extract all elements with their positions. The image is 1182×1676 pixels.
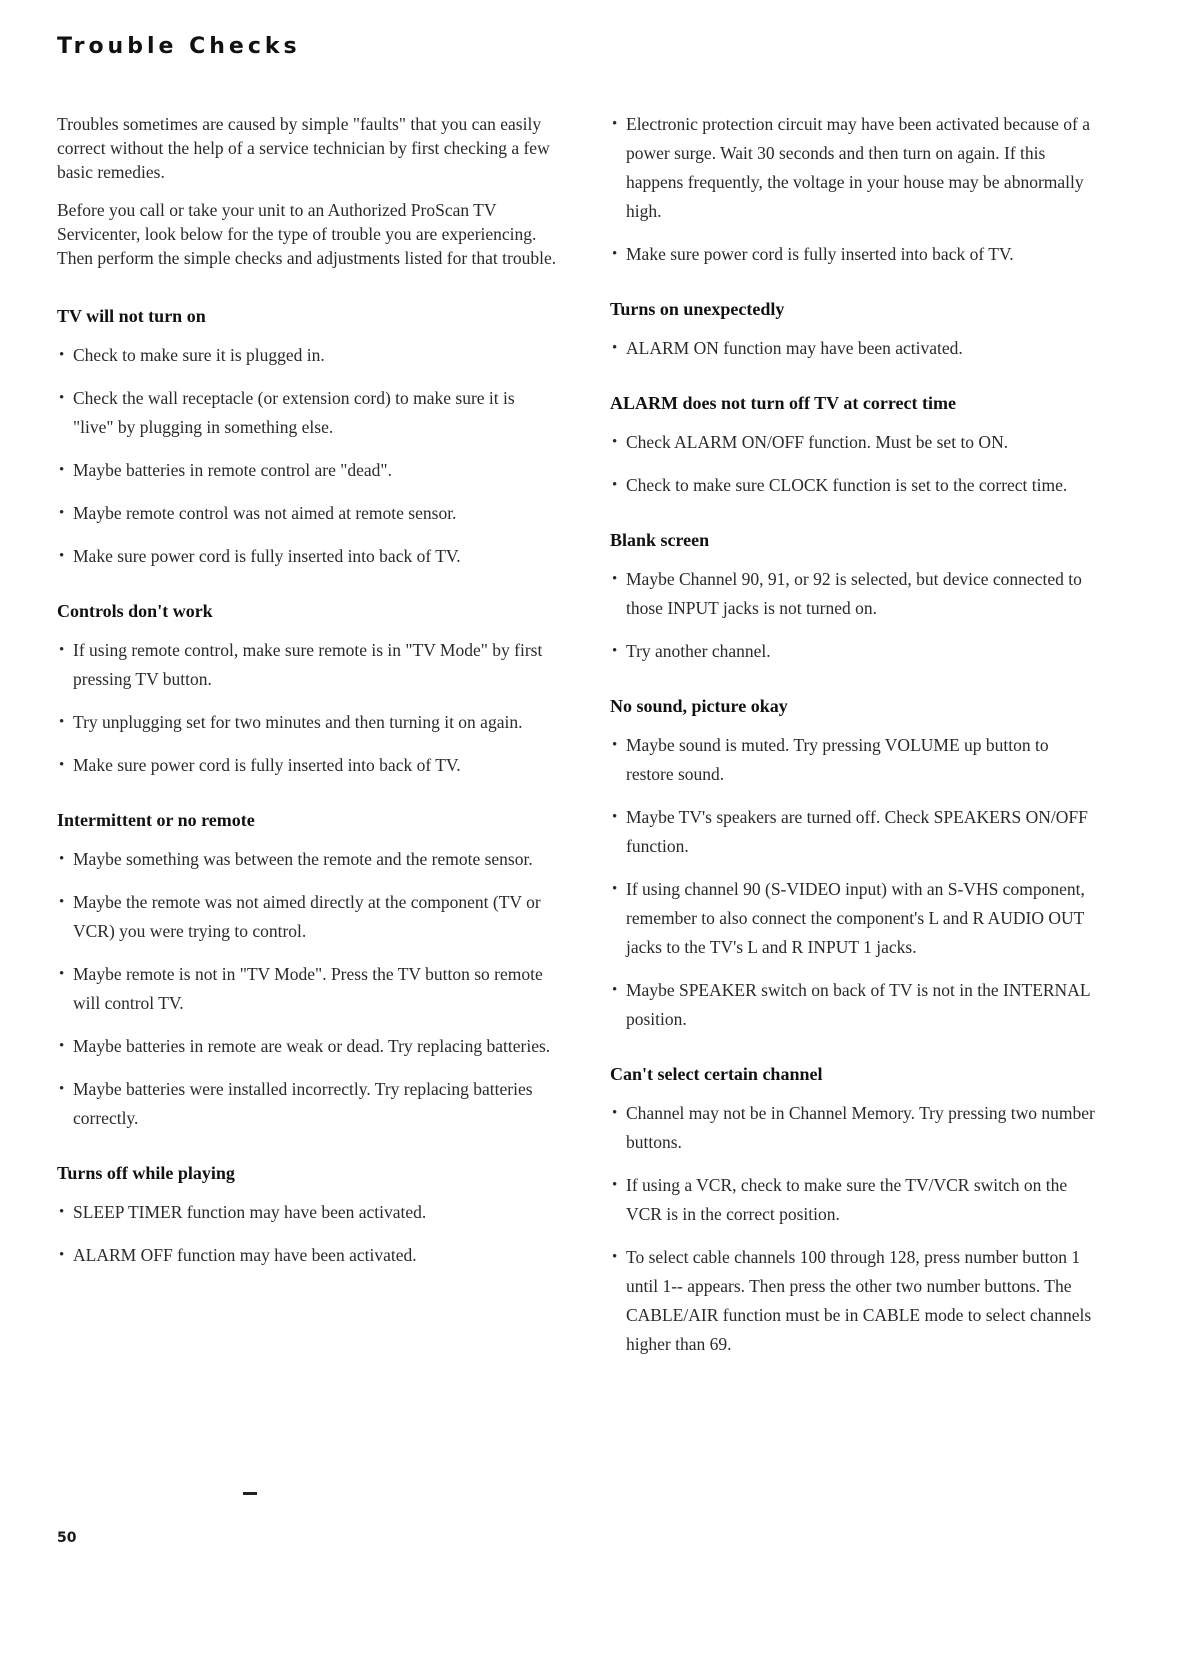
list-item: • Check to make sure CLOCK function is set to the correct time. [610,471,1100,500]
list-item: • Maybe batteries in remote are weak or dead. Try replacing batteries. [57,1032,557,1061]
section-turns-off-while-playing [57,1163,557,1270]
section-heading: No sound, picture okay [610,696,788,716]
section-heading: Turns on unexpectedly [610,299,785,319]
list-item: • Check the wall receptacle (or extension cord) to make sure it is "live" by plugging in something else. [57,384,557,442]
section-cant-select-certain-channel [610,1064,1100,1359]
section-turns-on-unexpectedly [610,299,1100,363]
page-number: 50 [57,1530,77,1546]
list-item: • Try another channel. [610,637,1100,666]
section-blank-screen [610,530,1100,666]
left-column [57,112,557,1284]
list-item: • Make sure power cord is fully inserted into back of TV. [57,751,557,780]
intro-paragraph: Troubles sometimes are caused by simple "faults" that you can easily correct without the help of a service technician by first checking a few basic remedies. [57,114,550,182]
intro-paragraph: Before you call or take your unit to an Authorized ProScan TV Servicenter, look below for the type of trouble you are experiencing. Then perform the simple checks and adjustments listed for that trouble. [57,200,557,268]
list-item: • Channel may not be in Channel Memory. Try pressing two number buttons. [610,1099,1100,1157]
list-item: • Try unplugging set for two minutes and then turning it on again. [57,708,557,737]
list-item: • ALARM OFF function may have been activated. [57,1241,557,1270]
page-title: Trouble Checks [57,34,301,59]
list-item: • SLEEP TIMER function may have been activated. [57,1198,557,1227]
right-column [610,110,1100,1373]
list-item: • Maybe the remote was not aimed directly at the component (TV or VCR) you were trying to control. [57,888,557,946]
section-tv-will-not-turn-on [57,306,557,571]
list-item: • Maybe remote is not in "TV Mode". Press the TV button so remote will control TV. [57,960,557,1018]
list-item: • ALARM ON function may have been activated. [610,334,1100,363]
list-item: • If using remote control, make sure remote is in "TV Mode" by first pressing TV button. [57,636,557,694]
section-heading: TV will not turn on [57,306,206,326]
list-item: • To select cable channels 100 through 128, press number button 1 until 1-- appears. Then press the other two number buttons. The CABLE/AIR function must be in CABLE mode to select channels higher than 69. [610,1243,1100,1359]
list-item: • Maybe sound is muted. Try pressing VOLUME up button to restore sound. [610,731,1100,789]
list-item: • Maybe Channel 90, 91, or 92 is selected, but device connected to those INPUT jacks is not turned on. [610,565,1100,623]
list-item: • Maybe remote control was not aimed at remote sensor. [57,499,557,528]
section-heading: ALARM does not turn off TV at correct time [610,393,956,413]
section-controls-dont-work [57,601,557,780]
list-item: • Electronic protection circuit may have been activated because of a power surge. Wait 30 seconds and then turn on again. If this happens frequently, the voltage in your house may be abnormally high. [610,110,1100,226]
list-item: • If using a VCR, check to make sure the TV/VCR switch on the VCR is in the correct position. [610,1171,1100,1229]
list-item: • Maybe TV's speakers are turned off. Check SPEAKERS ON/OFF function. [610,803,1100,861]
list-item: • Maybe SPEAKER switch on back of TV is not in the INTERNAL position. [610,976,1100,1034]
section-no-sound-picture-okay [610,696,1100,1034]
list-item: • Make sure power cord is fully inserted into back of TV. [57,542,557,571]
list-item: • Check ALARM ON/OFF function. Must be set to ON. [610,428,1100,457]
section-heading: Controls don't work [57,601,213,621]
list-item: • Make sure power cord is fully inserted into back of TV. [610,240,1100,269]
list-item: • If using channel 90 (S-VIDEO input) with an S-VHS component, remember to also connect the component's L and R AUDIO OUT jacks to the TV's L and R INPUT 1 jacks. [610,875,1100,962]
print-mark [243,1492,257,1495]
section-heading: Can't select certain channel [610,1064,823,1084]
section-intermittent-or-no-remote [57,810,557,1133]
list-item: • Check to make sure it is plugged in. [57,341,557,370]
section-alarm-does-not-turn-off [610,393,1100,500]
list-item: • Maybe batteries in remote control are "dead". [57,456,557,485]
section-heading: Blank screen [610,530,710,550]
section-heading: Intermittent or no remote [57,810,255,830]
section-heading: Turns off while playing [57,1163,235,1183]
list-item: • Maybe something was between the remote and the remote sensor. [57,845,557,874]
list-item: • Maybe batteries were installed incorrectly. Try replacing batteries correctly. [57,1075,557,1133]
